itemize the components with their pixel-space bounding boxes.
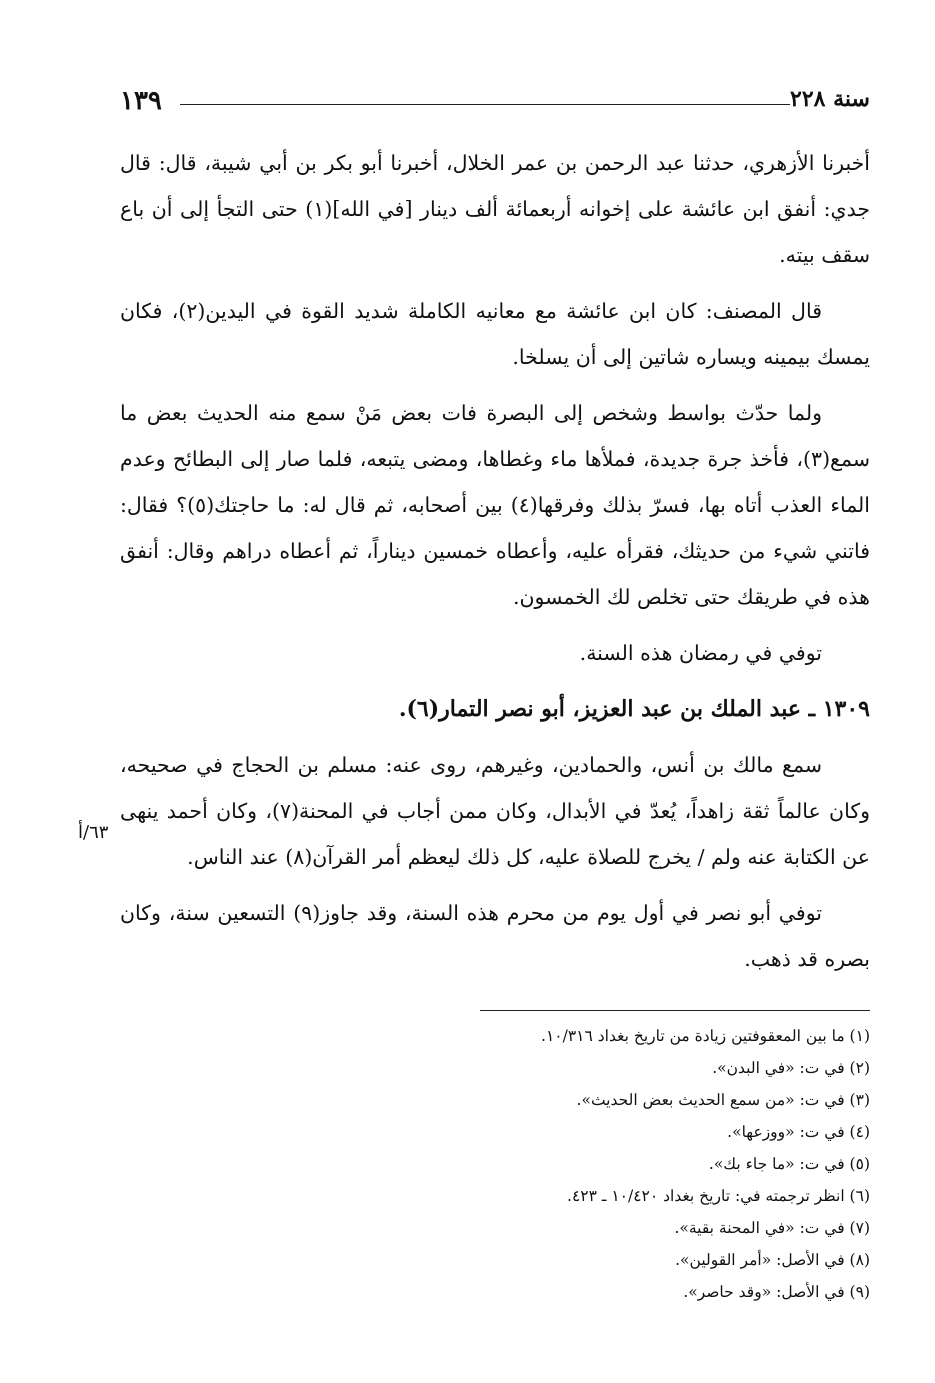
footnote: (١) ما بين المعقوفتين زيادة من تاريخ بغداد ١٠/٣١٦. — [541, 1027, 870, 1045]
footnote: (٥) في ت: «ما جاء بك». — [708, 1155, 870, 1173]
paragraph: توفي في رمضان هذه السنة. — [579, 641, 822, 665]
footnote: (٩) في الأصل: «وقد حاصر». — [683, 1283, 870, 1301]
footnote: (٨) في الأصل: «أمر القولين». — [675, 1251, 870, 1269]
footnote-rule — [480, 1010, 870, 1011]
footnote: (٤) في ت: «ووزعها». — [727, 1123, 870, 1141]
running-title: سنة ٢٢٨ — [790, 86, 870, 112]
footnote: (٢) في ت: «في البدن». — [712, 1059, 870, 1077]
footnote: (٣) في ت: «من سمع الحديث بعض الحديث». — [576, 1091, 870, 1109]
paragraph: ولما حدّث بواسط وشخص إلى البصرة فات بعض مَنْ سمع منه الحديث بعض ما سمع(٣)، فأخذ جرة جديدة، فملأها ماء وغطاها، ومضى يتبعه، فلما صار إلى البطائح وعدم الماء العذب أتاه بها، فسرّ بذلك وفرقها(٤) بين أصحابه، ثم قال له: ما حاجتك(٥)؟ فقال: فاتني شيء من حديثك، فقرأه عليه، وأعطاه خمسين ديناراً، ثم أعطاه دراهم وقال: أنفق هذه في طريقك حتى تخلص لك الخمسون. — [120, 401, 870, 609]
paragraph: أخبرنا الأزهري، حدثنا عبد الرحمن بن عمر الخلال، أخبرنا أبو بكر بن أبي شيبة، قال: قال جدي: أنفق ابن عائشة على إخوانه أربعمائة ألف دينار [في الله](١) حتى التجأ إلى أن باع سقف بيته. — [120, 151, 870, 267]
paragraph: قال المصنف: كان ابن عائشة مع معانيه الكاملة شديد القوة في اليدين(٢)، فكان يمسك بيمينه ويساره شاتين إلى أن يسلخا. — [120, 299, 870, 369]
header-rule — [180, 104, 790, 105]
footnote: (٦) انظر ترجمته في: تاريخ بغداد ١٠/٤٢٠ ـ ٤٢٣. — [567, 1187, 870, 1205]
running-header — [120, 86, 870, 120]
entry-heading: ١٣٠٩ ـ عبد الملك بن عبد العزيز، أبو نصر التمار(٦). — [398, 696, 870, 722]
manuscript-margin-reference: ٦٣/أ — [78, 822, 109, 843]
main-text — [120, 140, 870, 982]
page-number: ١٣٩ — [120, 86, 162, 116]
footnote: (٧) في ت: «في المحنة بقية». — [674, 1219, 870, 1237]
footnotes — [300, 1020, 870, 1308]
paragraph: توفي أبو نصر في أول يوم من محرم هذه السنة، وقد جاوز(٩) التسعين سنة، وكان بصره قد ذهب. — [120, 901, 870, 971]
paragraph: سمع مالك بن أنس، والحمادين، وغيرهم، روى عنه: مسلم بن الحجاج في صحيحه، وكان عالماً ثقة زاهداً، يُعدّ في الأبدال، وكان ممن أجاب في المحنة(٧)، وكان أحمد ينهى عن الكتابة عنه ولم / يخرج للصلاة عليه، كل ذلك ليعظم أمر القرآن(٨) عند الناس. — [120, 753, 870, 869]
